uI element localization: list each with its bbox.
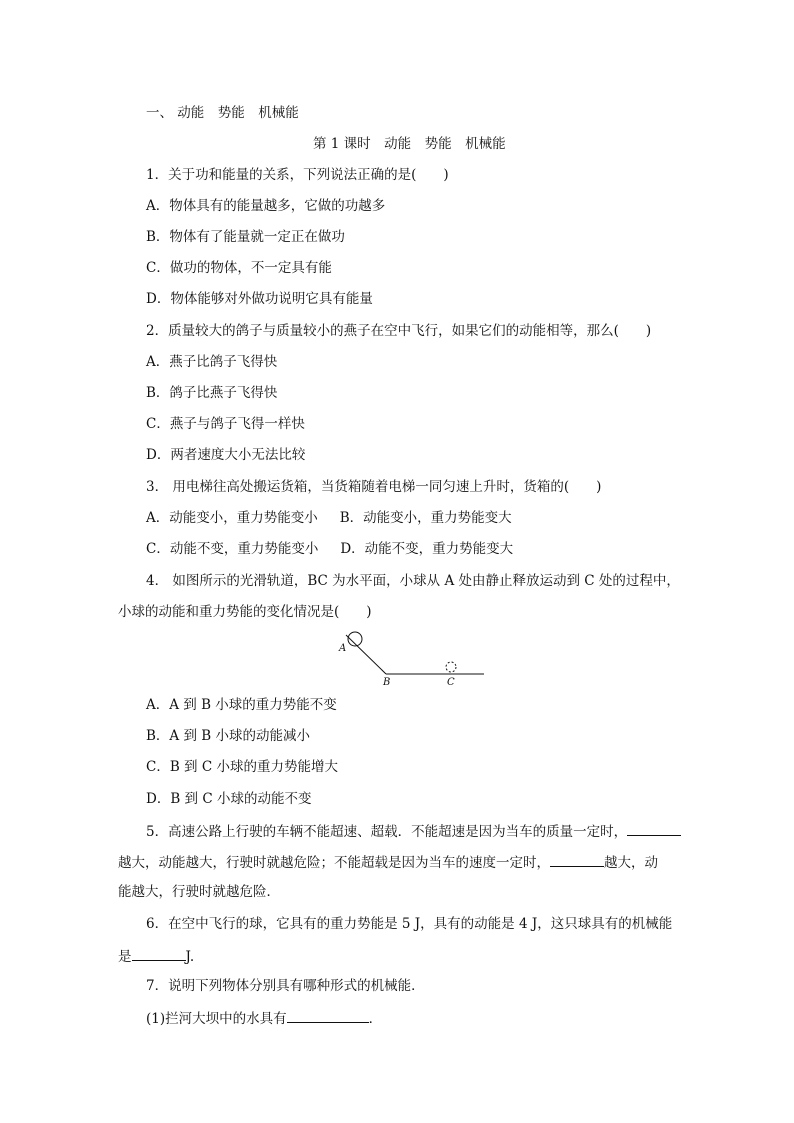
section-title: 一、 动能 势能 机械能 xyxy=(146,105,299,121)
q5-line-2 xyxy=(118,852,658,872)
q3-options-row-1 xyxy=(146,509,512,527)
q2-stem: 2．质量较大的鸽子与质量较小的燕子在空中飞行，如果它们的动能相等，那么( ) xyxy=(146,323,652,339)
q4-option-d: D．B 到 C 小球的动能不变 xyxy=(146,791,312,807)
q7-blank-1[interactable] xyxy=(287,1008,369,1023)
track-figure xyxy=(332,629,492,685)
lesson-title: 第 1 课时 动能 势能 机械能 xyxy=(313,136,506,152)
q3-option-a: A．动能变小，重力势能变小 xyxy=(146,510,318,526)
track-slope xyxy=(346,635,386,674)
q3-option-d: D．动能不变，重力势能变大 xyxy=(340,541,514,557)
q6-blank[interactable] xyxy=(132,946,186,961)
q4-option-b: B．A 到 B 小球的动能减小 xyxy=(146,728,310,744)
figure-label-b: B xyxy=(383,677,391,685)
q5-line-3: 能越大，行驶时就越危险． xyxy=(118,884,280,900)
q2-option-d: D．两者速度大小无法比较 xyxy=(146,447,306,463)
q5-line-1 xyxy=(146,821,681,841)
q4-option-a: A．A 到 B 小球的重力势能不变 xyxy=(146,697,337,713)
q1-stem: 1．关于功和能量的关系，下列说法正确的是( ) xyxy=(146,167,449,183)
q7-stem: 7．说明下列物体分别具有哪种形式的机械能． xyxy=(146,978,425,994)
q3-option-c: C．动能不变，重力势能变小 xyxy=(146,541,319,557)
q6-line-2 xyxy=(118,946,194,966)
q1-option-a: A．物体具有的能量越多，它做的功越多 xyxy=(146,198,386,214)
q5-blank-1[interactable] xyxy=(627,821,681,836)
q6-text-2: J. xyxy=(185,949,195,965)
q1-option-d: D．物体能够对外做功说明它具有能量 xyxy=(146,291,373,307)
q4-stem-line-1: 4． 如图所示的光滑轨道，BC 为水平面，小球从 A 处由静止释放运动到 C 处的过程中， xyxy=(146,573,680,589)
q5-blank-2[interactable] xyxy=(550,852,604,867)
q3-option-b: B．动能变小，重力势能变大 xyxy=(339,510,512,526)
q6-line-1: 6．在空中飞行的球，它具有的重力势能是 5 J，具有的动能是 4 J，这只球具有的机械能 xyxy=(146,916,673,932)
q2-option-a: A．燕子比鸽子飞得快 xyxy=(146,354,278,370)
q1-option-c: C．做功的物体，不一定具有能 xyxy=(146,260,332,276)
q3-options-row-2 xyxy=(146,540,513,558)
q6-text-1: 是 xyxy=(118,949,132,965)
q5-text-1: 5．高速公路上行驶的车辆不能超速、超载．不能超速是因为当车的质量一定时， xyxy=(146,824,628,840)
q7-part-1-end: ． xyxy=(368,1011,383,1027)
figure-label-a: A xyxy=(339,643,347,654)
figure-label-c: C xyxy=(447,677,455,685)
q5-text-2: 越大，动能越大，行驶时就越危险；不能超载是因为当车的速度一定时， xyxy=(118,855,550,871)
q7-part-1 xyxy=(146,1008,382,1028)
q2-option-b: B．鸽子比燕子飞得快 xyxy=(146,385,278,401)
q5-text-3: 越大，动 xyxy=(604,855,658,871)
q1-option-b: B．物体有了能量就一定正在做功 xyxy=(146,229,345,245)
q7-part-1-text: (1)拦河大坝中的水具有 xyxy=(146,1011,287,1027)
ball-at-c-dashed xyxy=(446,662,456,672)
q4-stem-line-2: 小球的动能和重力势能的变化情况是( ) xyxy=(118,604,372,620)
q2-option-c: C．燕子与鸽子飞得一样快 xyxy=(146,416,305,432)
q4-option-c: C．B 到 C 小球的重力势能增大 xyxy=(146,759,338,775)
q3-stem: 3． 用电梯往高处搬运货箱，当货箱随着电梯一同匀速上升时，货箱的( ) xyxy=(146,479,602,495)
